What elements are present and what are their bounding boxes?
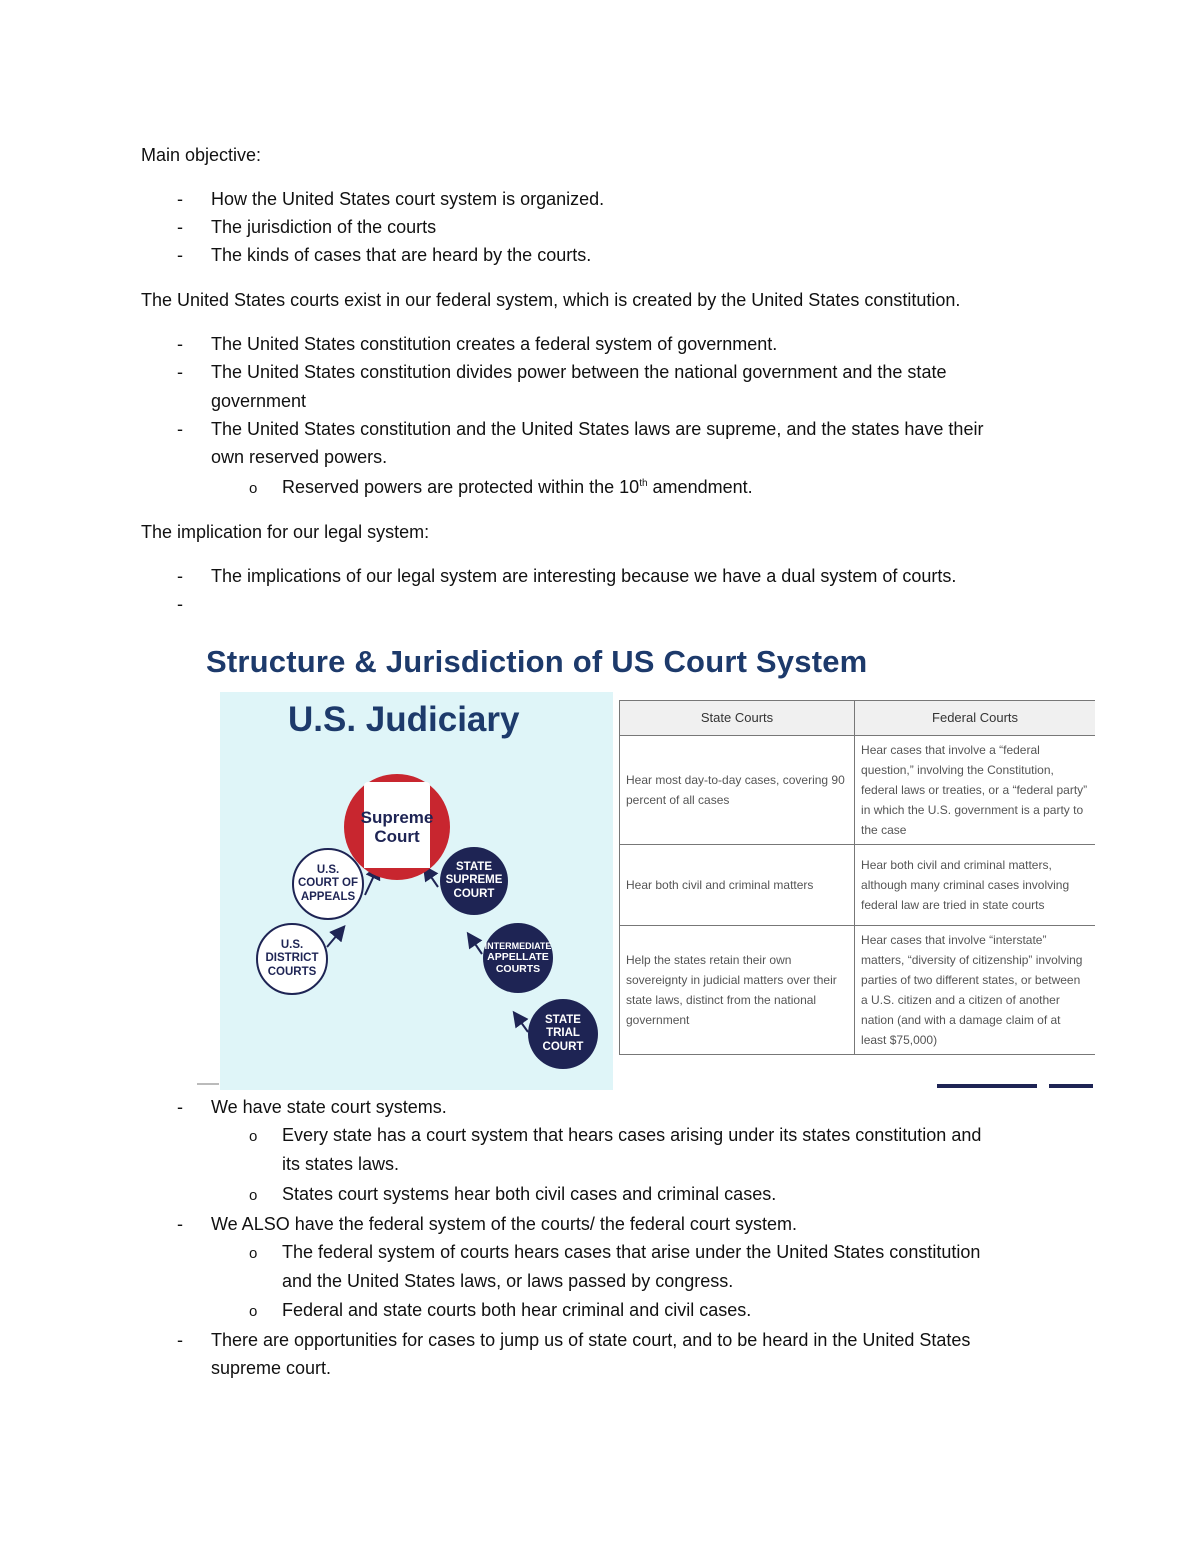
sub-bullet: o xyxy=(249,1303,258,1320)
table-row xyxy=(620,926,1096,1055)
list-dash: - xyxy=(177,1214,183,1234)
judiciary-diagram xyxy=(220,692,613,1090)
table-row xyxy=(620,736,1096,845)
list-item-continuation: own reserved powers. xyxy=(211,447,388,467)
list-dash-empty: - xyxy=(177,594,183,614)
list-item: The United States constitution and the United States laws are supreme, and the states have their xyxy=(211,419,984,439)
table-header: State Courts xyxy=(620,701,855,736)
table-cell: Hear cases that involve “interstate” matters, “diversity of citizenship” involving parties of two different states, or between a U.S. citizen and a citizen of another nation (and with a damage claim of at least $75,000) xyxy=(855,926,1095,1055)
list-dash: - xyxy=(177,245,183,265)
list-item: We have state court systems. xyxy=(211,1097,447,1117)
judiciary-title: U.S. Judiciary xyxy=(288,700,520,739)
table-cell: Hear cases that involve a “federal question,” involving the Constitution, federal laws or treaties, or a “federal party” in which the U.S. government is a party to the case xyxy=(855,736,1095,845)
arrow-state-supreme-to-supreme xyxy=(425,868,438,887)
sub-bullet: o xyxy=(249,480,258,497)
court-structure-figure xyxy=(200,640,1100,1095)
sub-list-item-continuation: its states laws. xyxy=(282,1154,400,1174)
supreme-label-1: Supreme xyxy=(360,808,434,827)
intermediate-appellate-node: INTERMEDIATE APPELLATE COURTS xyxy=(483,923,553,993)
list-item-continuation: government xyxy=(211,391,307,411)
table-row xyxy=(620,845,1096,926)
list-item: The kinds of cases that are heard by the courts. xyxy=(211,245,592,265)
sub-list-item-continuation: and the United States laws, or laws passed by congress. xyxy=(282,1271,734,1291)
implication-heading: The implication for our legal system: xyxy=(141,522,430,542)
sub-bullet: o xyxy=(249,1245,258,1262)
objective-heading: Main objective: xyxy=(141,145,262,165)
supreme-court-node xyxy=(344,774,450,880)
table-cell: Hear most day-to-day cases, covering 90 percent of all cases xyxy=(620,736,855,845)
list-dash: - xyxy=(177,334,183,354)
sub-bullet: o xyxy=(249,1187,258,1204)
district-courts-node: U.S. DISTRICT COURTS xyxy=(256,923,328,995)
arrow-trial-to-intermediate xyxy=(515,1014,528,1032)
jurisdiction-table xyxy=(619,700,1095,1055)
sub-list-item: States court systems hear both civil cases and criminal cases. xyxy=(282,1184,777,1204)
sub-bullet: o xyxy=(249,1128,258,1145)
cropped-logo-fragment xyxy=(937,1083,1097,1089)
list-item: How the United States court system is organized. xyxy=(211,189,605,209)
arrow-intermediate-to-state-supreme xyxy=(469,935,482,954)
list-dash: - xyxy=(177,566,183,586)
state-trial-court-node: STATE TRIAL COURT xyxy=(528,999,598,1069)
list-item: The implications of our legal system are interesting because we have a dual system of courts. xyxy=(211,566,957,586)
table-cell: Hear both civil and criminal matters xyxy=(620,845,855,926)
list-dash: - xyxy=(177,362,183,382)
list-dash: - xyxy=(177,419,183,439)
list-dash: - xyxy=(177,189,183,209)
federal-intro: The United States courts exist in our federal system, which is created by the United States constitution. xyxy=(141,290,961,310)
sub-list-item: The federal system of courts hears cases that arise under the United States constitution xyxy=(282,1242,981,1262)
sub-list-item: Every state has a court system that hears cases arising under its states constitution and xyxy=(282,1125,982,1145)
figure-divider xyxy=(197,1083,219,1085)
list-item: There are opportunities for cases to jump us of state court, and to be heard in the United States xyxy=(211,1330,971,1350)
court-of-appeals-node: U.S. COURT OF APPEALS xyxy=(292,848,364,920)
list-item: The United States constitution divides power between the national government and the state xyxy=(211,362,947,382)
list-dash: - xyxy=(177,217,183,237)
list-dash: - xyxy=(177,1330,183,1350)
list-item: The jurisdiction of the courts xyxy=(211,217,437,237)
figure-title: Structure & Jurisdiction of US Court System xyxy=(206,644,868,679)
table-cell: Hear both civil and criminal matters, although many criminal cases involving federal law are tried in state courts xyxy=(855,845,1095,926)
supreme-label-2: Court xyxy=(374,827,420,846)
state-supreme-court-node: STATE SUPREME COURT xyxy=(440,847,508,915)
list-item: We ALSO have the federal system of the courts/ the federal court system. xyxy=(211,1214,797,1234)
table-cell: Help the states retain their own sovereignty in judicial matters over their state laws, distinct from the national government xyxy=(620,926,855,1055)
list-item-continuation: supreme court. xyxy=(211,1358,332,1378)
list-item: The United States constitution creates a federal system of government. xyxy=(211,334,778,354)
list-dash: - xyxy=(177,1097,183,1117)
arrow-district-to-appeals xyxy=(327,928,343,947)
sub-list-item: Reserved powers are protected within the 10th amendment. xyxy=(282,477,753,497)
table-header: Federal Courts xyxy=(855,701,1095,736)
sub-list-item: Federal and state courts both hear criminal and civil cases. xyxy=(282,1300,752,1320)
